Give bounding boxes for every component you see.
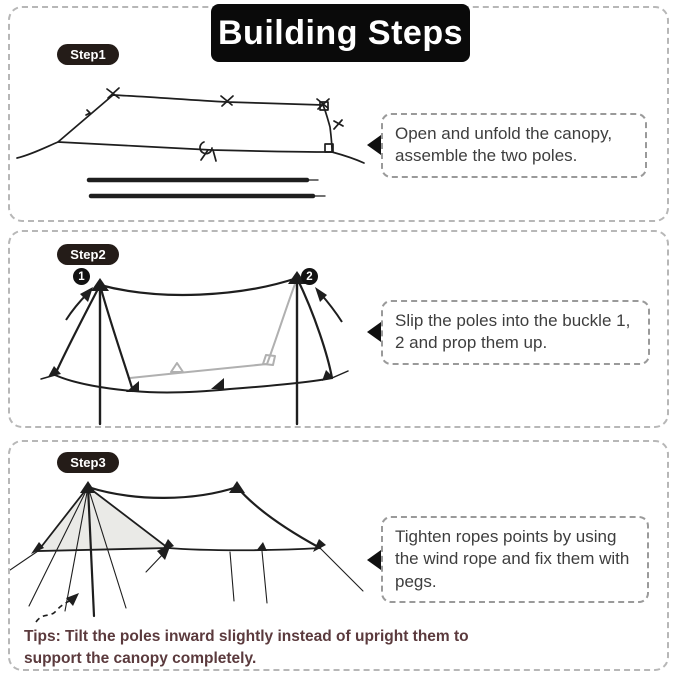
step2-callout-line: Slip the poles into the buckle 1, bbox=[395, 311, 631, 330]
tilt-arrow-squiggle bbox=[36, 600, 71, 622]
tips-note bbox=[24, 626, 474, 669]
rope-right bbox=[332, 152, 364, 163]
step1-badge bbox=[57, 44, 119, 65]
step1-badge-label: Step1 bbox=[70, 47, 106, 62]
knot bbox=[107, 88, 119, 98]
page-title: Building Steps bbox=[218, 13, 463, 52]
knot bbox=[334, 120, 343, 129]
buckle-marker-1: 1 bbox=[73, 268, 90, 285]
step2-badge bbox=[57, 244, 119, 265]
knot bbox=[201, 150, 216, 161]
peg-triangle bbox=[211, 378, 224, 389]
corner-cap bbox=[229, 481, 245, 493]
step2-callout-line: 2 and prop them up. bbox=[395, 333, 548, 353]
step3-illustration bbox=[10, 472, 382, 624]
left-edge bbox=[55, 285, 100, 375]
ridge-line bbox=[88, 487, 237, 498]
right-edge bbox=[297, 278, 332, 378]
tips-line: support the canopy completely. bbox=[24, 649, 257, 667]
peg-triangle bbox=[256, 542, 267, 551]
step1-callout-line: Open and unfold the canopy, bbox=[395, 124, 613, 143]
step3-badge-label: Step3 bbox=[70, 455, 106, 470]
guy-rope bbox=[320, 548, 363, 591]
guy-rope bbox=[262, 551, 267, 603]
page-title-banner bbox=[211, 4, 470, 62]
corner-cap bbox=[80, 481, 96, 493]
step2-badge-label: Step2 bbox=[70, 247, 106, 262]
gray-peg bbox=[171, 363, 183, 372]
front-left-seam bbox=[100, 285, 133, 391]
pole-left-cap bbox=[91, 278, 109, 291]
step3-callout-line: pegs. bbox=[395, 571, 437, 591]
ridge-line bbox=[100, 278, 297, 295]
tips-line: Tips: Tilt the poles inward slightly instead of upright them to bbox=[24, 628, 469, 645]
step3-callout bbox=[381, 516, 649, 603]
step1-illustration bbox=[12, 76, 377, 216]
buckle-marker-2: 2 bbox=[301, 268, 318, 285]
bottom-edge bbox=[168, 548, 320, 550]
rope-left bbox=[17, 142, 58, 158]
step2-callout bbox=[381, 300, 650, 365]
step1-callout-line: assemble the two poles. bbox=[395, 146, 578, 166]
step1-callout bbox=[381, 113, 647, 178]
callout-pointer-icon bbox=[367, 135, 381, 155]
step3-callout-line: the wind rope and fix them with bbox=[395, 549, 630, 569]
front-bottom-edge bbox=[55, 375, 332, 392]
peg-triangle bbox=[126, 381, 139, 392]
canopy-outline bbox=[58, 95, 332, 152]
right-edge bbox=[237, 487, 320, 548]
guy-rope bbox=[230, 552, 234, 601]
step2-illustration bbox=[30, 260, 380, 428]
step3-badge bbox=[57, 452, 119, 473]
step3-callout-line: Tighten ropes points by using bbox=[395, 527, 617, 546]
callout-pointer-icon bbox=[367, 322, 381, 342]
guy-rope bbox=[10, 551, 38, 570]
callout-pointer-icon bbox=[367, 550, 381, 570]
corner-triangle bbox=[31, 542, 44, 554]
